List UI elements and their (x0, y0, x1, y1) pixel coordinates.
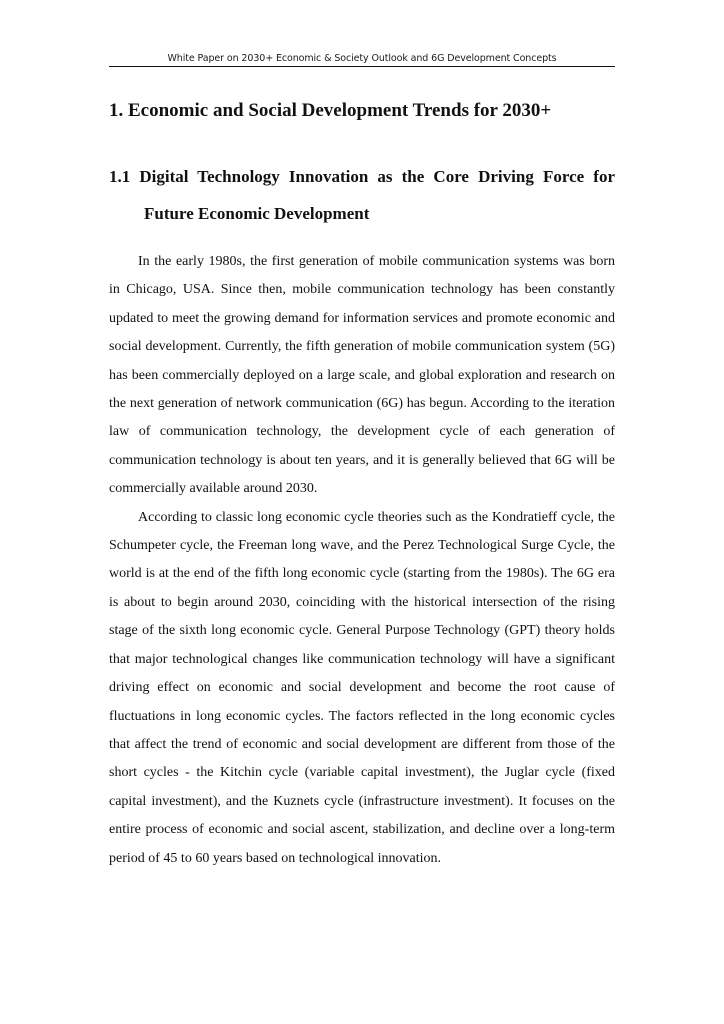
body-paragraph: In the early 1980s, the first generation of mobile communication systems was born in Chicago, USA. Since then, mobile communication technology has been constantly updated to meet the growing demand for information services and promote economic and social development. Currently, the fifth generation of mobile communication system (5G) has been commercially deployed on a large scale, and global exploration and research on the next generation of network communication (6G) has begun. According to the iteration law of communication technology, the development cycle of each generation of communication technology is about ten years, and it is generally believed that 6G will be commercially available around 2030. (109, 254, 615, 497)
body-paragraph: According to classic long economic cycle theories such as the Kondratieff cycle, the Schumpeter cycle, the Freeman long wave, and the Perez Technological Surge Cycle, the world is at the end of the fifth long economic cycle (starting from the 1980s). The 6G era is about to begin around 2030, coinciding with the historical intersection of the rising stage of the sixth long economic cycle. General Purpose Technology (GPT) theory holds that major technological changes like communication technology will have a significant driving effect on economic and social development and become the root cause of fluctuations in long economic cycles. The factors reflected in the long economic cycles that affect the trend of economic and social development are different from those of the short cycles - the Kitchin cycle (variable capital investment), the Juglar cycle (fixed capital investment), and the Kuznets cycle (infrastructure investment). It focuses on the entire process of economic and social ascent, stabilization, and decline over a long-term period of 45 to 60 years based on technological innovation. (109, 509, 615, 866)
running-header: White Paper on 2030+ Economic & Society Outlook and 6G Development Concepts (167, 53, 557, 64)
subsection-heading-line-2: Future Economic Development (144, 204, 370, 223)
section-heading: 1. Economic and Social Development Trends for 2030+ (109, 100, 552, 121)
page-content (109, 98, 615, 873)
subsection-heading-line-1: 1.1 Digital Technology Innovation as the Core Driving Force for (109, 167, 615, 186)
header-rule (109, 66, 615, 67)
